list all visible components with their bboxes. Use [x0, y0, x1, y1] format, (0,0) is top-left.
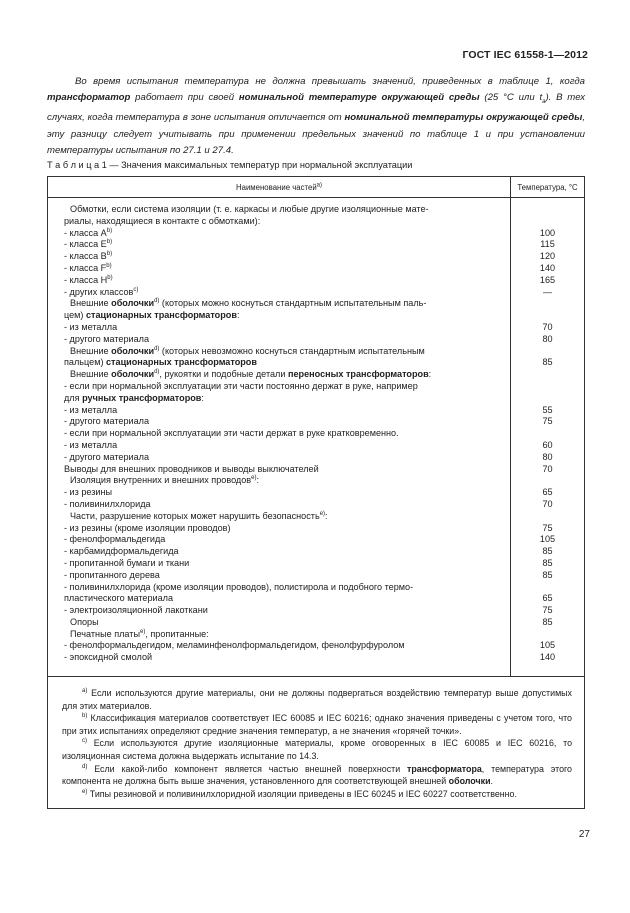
table-row-value: 65 [542, 487, 553, 498]
table-row-value: 75 [542, 522, 553, 533]
bold-term: оболочки [111, 298, 155, 309]
text-fragment: - класса F [64, 262, 107, 273]
text-fragment: - поливинилхлорида (кроме изоляции проводов), полистирола и подобного термо- [64, 581, 414, 592]
table-row-label [64, 275, 498, 287]
table-row-value: 105 [539, 534, 556, 545]
text-fragment: риалы, находящиеся в контакте с обмотками): [64, 215, 261, 226]
table-row-label [64, 393, 498, 405]
text-fragment: - пропитанной бумаги и ткани [64, 557, 190, 568]
table-row-label [64, 534, 498, 546]
table-row-value: 80 [542, 451, 553, 462]
bold-term: оболочки [448, 776, 491, 787]
table-row-value [511, 369, 584, 381]
text-fragment: - класса Е [64, 239, 107, 250]
table-row-value [511, 204, 584, 216]
table-row-value: 85 [542, 557, 553, 568]
table-row-label [64, 228, 498, 240]
text-fragment: (которых невозможно коснуться стандартным испытательным [159, 345, 425, 356]
text-fragment: . [490, 776, 494, 787]
text-fragment: Части, разрушение которых может нарушить безопасность [70, 510, 320, 521]
table-caption: Т а б л и ц а 1 — Значения максимальных температур при нормальной эксплуатации [47, 160, 413, 170]
bold-term: ручных трансформаторов [82, 392, 202, 403]
text-fragment: Внешние [70, 369, 112, 380]
table-row-label [64, 582, 498, 594]
column-header-parts: Наименование частей$^{а)}$ [48, 177, 511, 198]
footnote-mark: b) [82, 713, 88, 720]
text-fragment: - фенолформальдегида [64, 534, 166, 545]
parts-column [48, 198, 511, 677]
table-row-value: 140 [539, 262, 556, 273]
text-fragment: : [201, 392, 204, 403]
table-row-label [64, 298, 498, 310]
text-fragment: - других классов [64, 286, 134, 297]
table-row-value: 70 [542, 463, 553, 474]
table-row-label [64, 287, 498, 299]
table-row-value: 75 [542, 605, 553, 616]
table-row-label [64, 239, 498, 251]
page-number: 27 [578, 829, 590, 840]
text-fragment: - из металла [64, 439, 118, 450]
bold-term: оболочки [111, 369, 155, 380]
text-fragment: цем) [64, 310, 86, 321]
footnote-mark: b) [106, 239, 113, 246]
text-fragment: - из металла [64, 404, 118, 415]
table-row-label [64, 629, 498, 641]
table-row-value: 65 [542, 593, 553, 604]
text-fragment: Обмотки, если система изоляции (т. е. каркасы и любые другие изоляционные мате- [70, 204, 429, 214]
bold-term: трансформатора [407, 763, 482, 774]
table-row-value: 85 [542, 569, 553, 580]
table-row-value: — [542, 286, 553, 297]
footnote-mark: b) [106, 251, 113, 258]
text-fragment: - другого материала [64, 416, 150, 427]
text-fragment: : [236, 310, 240, 321]
table-row-value: 85 [542, 546, 553, 557]
text-fragment: Опоры [70, 616, 99, 627]
footnote-mark: d) [154, 298, 160, 305]
text-fragment: - класса А [64, 227, 107, 238]
text-fragment: Изоляция внутренних и внешних проводов [70, 475, 252, 486]
table-row-value: 85 [542, 357, 553, 368]
footnote-mark: e) [319, 510, 326, 517]
text-fragment: , рукоятки и подобные детали [159, 369, 288, 380]
table-row-value: 120 [539, 251, 556, 262]
table-row-label [64, 381, 498, 393]
text-fragment: - электроизоляционной лакоткани [64, 605, 208, 616]
text-fragment: Если используются другие материалы, они не должны подвергаться воздействию температур выше допустимых для этих материалов. [62, 688, 572, 711]
text-fragment: - из металла [64, 321, 118, 332]
footnote [62, 737, 572, 762]
text-fragment: - если при нормальной эксплуатации эти части держат в руке кратковременно. [64, 428, 399, 439]
footnote-mark: b) [106, 227, 113, 234]
table-row-value [511, 298, 584, 310]
table-row-label [64, 452, 498, 464]
text-fragment: Типы резиновой и поливинилхлоридной изоляции приведены в IEC 60245 и IEC 60227 соответственно. [87, 788, 517, 799]
footnote-mark: c) [133, 286, 139, 293]
footnote-mark: b) [107, 274, 113, 281]
text-fragment: - другого материала [64, 333, 150, 344]
table-row-value: 55 [542, 404, 553, 415]
text-fragment: - пропитанного дерева [64, 569, 160, 580]
footnote-mark: d) [82, 763, 88, 770]
table-row-label [64, 357, 498, 369]
text-fragment: - фенолформальдегидом, меламинфенолформальдегидом, фенолфурфуролом [64, 640, 405, 651]
table-row-label [64, 322, 498, 334]
table-row-label [64, 593, 498, 605]
table-row-value: 140 [539, 652, 556, 663]
table-row-value: 60 [542, 439, 553, 450]
text-fragment: пластического материала [64, 593, 174, 604]
table-row-label [64, 405, 498, 417]
table-row-label [64, 652, 498, 664]
table-row-value [511, 428, 584, 440]
footnote-mark: c) [82, 738, 87, 745]
table-row-value: 70 [542, 498, 553, 509]
footnote-mark: b) [106, 262, 112, 269]
text-fragment: Внешние [70, 298, 112, 309]
table-row-label [64, 487, 498, 499]
table-row-label [64, 464, 498, 476]
table-row-value [511, 511, 584, 523]
bold-term: оболочки [111, 345, 155, 356]
table-row-label [64, 523, 498, 535]
footnote [62, 788, 572, 801]
table-row-label [64, 204, 498, 216]
text-fragment: - поливинилхлорида [64, 498, 151, 509]
table-row-label [64, 499, 498, 511]
table-row-label [64, 511, 498, 523]
table-row-value: 100 [539, 227, 556, 238]
table-row-label [64, 263, 498, 275]
footnote [62, 763, 572, 788]
footnote-mark: d) [154, 369, 160, 376]
temperature-table [47, 176, 585, 809]
text-fragment: - класса В [64, 251, 107, 262]
footnote-mark: а) [82, 688, 88, 695]
table-row-label [64, 546, 498, 558]
text-fragment: - другого материала [64, 451, 150, 462]
table-row-value [511, 216, 584, 228]
column-header-temperature: Температура, °С [511, 177, 585, 198]
text-fragment: (которых можно коснуться стандартным испытательным паль- [159, 298, 427, 309]
table-row-label [64, 640, 498, 652]
values-column [511, 198, 585, 677]
standard-designation: ГОСТ IEC 61558-1—2012 [462, 49, 588, 61]
intro-paragraph: Во время испытания температура не должна превышать значений, приведенных в таблице 1, когда трансформатор работает при своей номинальной температуре окружающей среды (25 °С или $t_а$). В тех случаях, когда температура в зоне испытания отличается от номинальной температуры окружающей среды, эту разницу следует учитывать при применении предельных значений по таблице 1 и при установлении температуры испытания по 27.1 и 27.4. [47, 76, 585, 156]
text-fragment: - класса Н [64, 274, 108, 285]
footnote-mark: d) [154, 345, 160, 352]
text-fragment: для [64, 392, 83, 403]
table-row-value [511, 475, 584, 487]
text-fragment: Классификация материалов соответствует IEC 60085 и IEC 60216; однако значения приведены с учетом того, что при этих испытаниях определяют средние значения температур, а не значения «горячей точки». [62, 713, 572, 736]
bold-term: переносных трансформаторов [287, 369, 429, 380]
text-fragment: - карбамидформальдегида [64, 546, 179, 557]
table-row-label [64, 570, 498, 582]
footnote-mark: e) [251, 475, 257, 482]
table-row-value [511, 393, 584, 405]
table-row-label [64, 346, 498, 358]
table-row-value: 70 [542, 321, 553, 332]
table-row-value: 80 [542, 333, 553, 344]
text-fragment: - эпоксидной смолой [64, 652, 153, 663]
text-fragment: Внешние [70, 345, 112, 356]
bold-term: стационарных трансформаторов [85, 310, 237, 321]
footnote-mark: e) [82, 788, 88, 795]
table-row-label [64, 617, 498, 629]
text-fragment: : [428, 369, 432, 380]
table-row-label [64, 369, 498, 381]
table-row-label [64, 416, 498, 428]
table-row-value: 85 [542, 616, 553, 627]
table-row-value [511, 346, 584, 358]
text-fragment: , пропитанные: [145, 628, 209, 639]
text-fragment: , температура этого компонента не должна быть выше значения, установленного для соответствующей внешней [62, 763, 572, 787]
text-fragment: - из резины [64, 487, 113, 498]
table-row-value: 165 [539, 274, 556, 285]
text-fragment: : [325, 510, 328, 521]
text-fragment: - если при нормальной эксплуатации эти части постоянно держат в руке, например [64, 380, 418, 391]
table-row-label [64, 251, 498, 263]
footnote [62, 687, 572, 712]
table-row-label [64, 605, 498, 617]
text-fragment: - из резины (кроме изоляции проводов) [64, 522, 231, 533]
text-fragment: Печатные платы [70, 628, 140, 639]
text-fragment: : [256, 475, 259, 486]
table-row-value: 75 [542, 416, 553, 427]
table-row-value [511, 582, 584, 594]
table-row-label [64, 428, 498, 440]
table-notes [48, 677, 585, 809]
table-row-label [64, 440, 498, 452]
text-fragment: Выводы для внешних проводников и выводы выключателей [64, 463, 319, 474]
table-row-value [511, 381, 584, 393]
footnote [62, 712, 572, 737]
table-row-value [511, 629, 584, 641]
table-row-label [64, 475, 498, 487]
text-fragment: Если какой-либо компонент является частью внешней поверхности [87, 763, 408, 774]
text-fragment: Если используются другие изоляционные материалы, кроме оговоренных в IEC 60085 и IEC 60216, то изоляционная система должна выдержать испытание по 14.3. [62, 738, 572, 762]
table-row-value: 115 [540, 239, 555, 250]
footnote-mark: e) [139, 628, 146, 635]
table-row-value: 105 [539, 640, 556, 651]
table-row-value [511, 310, 584, 322]
table-row-label [64, 216, 498, 228]
text-fragment: пальцем) [64, 357, 106, 368]
bold-term: стационарных трансформаторов [106, 357, 257, 368]
table-row-label [64, 334, 498, 346]
table-row-label [64, 310, 498, 322]
table-row-label [64, 558, 498, 570]
